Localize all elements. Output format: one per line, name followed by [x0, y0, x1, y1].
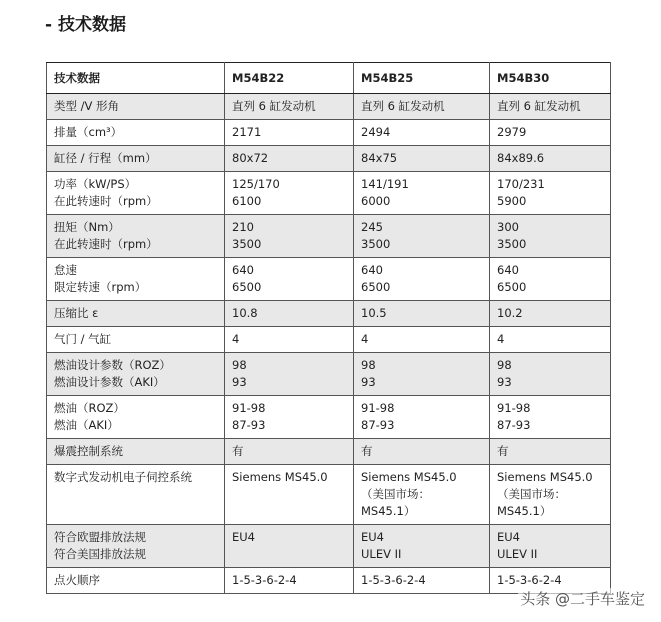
m54b25-cell: 10.5 — [354, 301, 490, 327]
m54b22-cell: 125/170 6100 — [225, 172, 354, 215]
page-title: - 技术数据 — [45, 15, 126, 35]
parameter-cell: 点火顺序 — [47, 568, 225, 594]
m54b30-cell: EU4 ULEV II — [490, 525, 611, 568]
table-row — [47, 396, 611, 439]
table-row — [47, 94, 611, 120]
watermark: 头条 @二手车鉴定 — [520, 590, 645, 608]
table-row — [47, 327, 611, 353]
table-row — [47, 120, 611, 146]
m54b25-cell: 84x75 — [354, 146, 490, 172]
parameter-cell: 排量（cm³） — [47, 120, 225, 146]
m54b30-cell: 170/231 5900 — [490, 172, 611, 215]
table-body — [47, 94, 611, 594]
table-row — [47, 258, 611, 301]
m54b30-cell: 300 3500 — [490, 215, 611, 258]
m54b22-cell: 210 3500 — [225, 215, 354, 258]
m54b25-cell: 2494 — [354, 120, 490, 146]
m54b25-cell: 4 — [354, 327, 490, 353]
table-row — [47, 525, 611, 568]
m54b22-cell: EU4 — [225, 525, 354, 568]
column-header-parameter: 技术数据 — [47, 63, 225, 94]
m54b25-cell: 直列 6 缸发动机 — [354, 94, 490, 120]
parameter-cell: 燃油设计参数（ROZ） 燃油设计参数（AKI） — [47, 353, 225, 396]
m54b30-cell: 91-98 87-93 — [490, 396, 611, 439]
table-row — [47, 465, 611, 525]
m54b22-cell: 直列 6 缸发动机 — [225, 94, 354, 120]
m54b22-cell: 98 93 — [225, 353, 354, 396]
m54b30-cell: 直列 6 缸发动机 — [490, 94, 611, 120]
m54b25-cell: 有 — [354, 439, 490, 465]
m54b30-cell: Siemens MS45.0 （美国市场： MS45.1） — [490, 465, 611, 525]
m54b22-cell: 91-98 87-93 — [225, 396, 354, 439]
m54b30-cell: 2979 — [490, 120, 611, 146]
m54b22-cell: 10.8 — [225, 301, 354, 327]
m54b22-cell: 有 — [225, 439, 354, 465]
column-header-m54b30: M54B30 — [490, 63, 611, 94]
parameter-cell: 符合欧盟排放法规 符合美国排放法规 — [47, 525, 225, 568]
m54b22-cell: 1-5-3-6-2-4 — [225, 568, 354, 594]
parameter-cell: 气门 / 气缸 — [47, 327, 225, 353]
table-row — [47, 301, 611, 327]
table-row — [47, 439, 611, 465]
m54b22-cell: 640 6500 — [225, 258, 354, 301]
m54b22-cell: 80x72 — [225, 146, 354, 172]
m54b30-cell: 84x89.6 — [490, 146, 611, 172]
m54b25-cell: 1-5-3-6-2-4 — [354, 568, 490, 594]
m54b25-cell: 98 93 — [354, 353, 490, 396]
parameter-cell: 压缩比 ε — [47, 301, 225, 327]
parameter-cell: 缸径 / 行程（mm） — [47, 146, 225, 172]
m54b30-cell: 1-5-3-6-2-4 — [490, 568, 611, 594]
parameter-cell: 类型 /V 形角 — [47, 94, 225, 120]
m54b22-cell: Siemens MS45.0 — [225, 465, 354, 525]
parameter-cell: 爆震控制系统 — [47, 439, 225, 465]
column-header-m54b25: M54B25 — [354, 63, 490, 94]
table-header-row — [47, 63, 611, 94]
m54b25-cell: Siemens MS45.0 （美国市场： MS45.1） — [354, 465, 490, 525]
table-row — [47, 146, 611, 172]
m54b22-cell: 4 — [225, 327, 354, 353]
table-row — [47, 215, 611, 258]
column-header-m54b22: M54B22 — [225, 63, 354, 94]
m54b22-cell: 2171 — [225, 120, 354, 146]
m54b25-cell: 640 6500 — [354, 258, 490, 301]
m54b25-cell: EU4 ULEV II — [354, 525, 490, 568]
parameter-cell: 数字式发动机电子伺控系统 — [47, 465, 225, 525]
parameter-cell: 燃油（ROZ） 燃油（AKI） — [47, 396, 225, 439]
m54b30-cell: 640 6500 — [490, 258, 611, 301]
m54b25-cell: 245 3500 — [354, 215, 490, 258]
parameter-cell: 功率（kW/PS） 在此转速时（rpm） — [47, 172, 225, 215]
m54b30-cell: 10.2 — [490, 301, 611, 327]
m54b30-cell: 有 — [490, 439, 611, 465]
m54b25-cell: 91-98 87-93 — [354, 396, 490, 439]
m54b30-cell: 4 — [490, 327, 611, 353]
parameter-cell: 怠速 限定转速（rpm） — [47, 258, 225, 301]
parameter-cell: 扭矩（Nm） 在此转速时（rpm） — [47, 215, 225, 258]
table-row — [47, 172, 611, 215]
specs-table — [46, 62, 611, 594]
table-row — [47, 353, 611, 396]
m54b25-cell: 141/191 6000 — [354, 172, 490, 215]
m54b30-cell: 98 93 — [490, 353, 611, 396]
